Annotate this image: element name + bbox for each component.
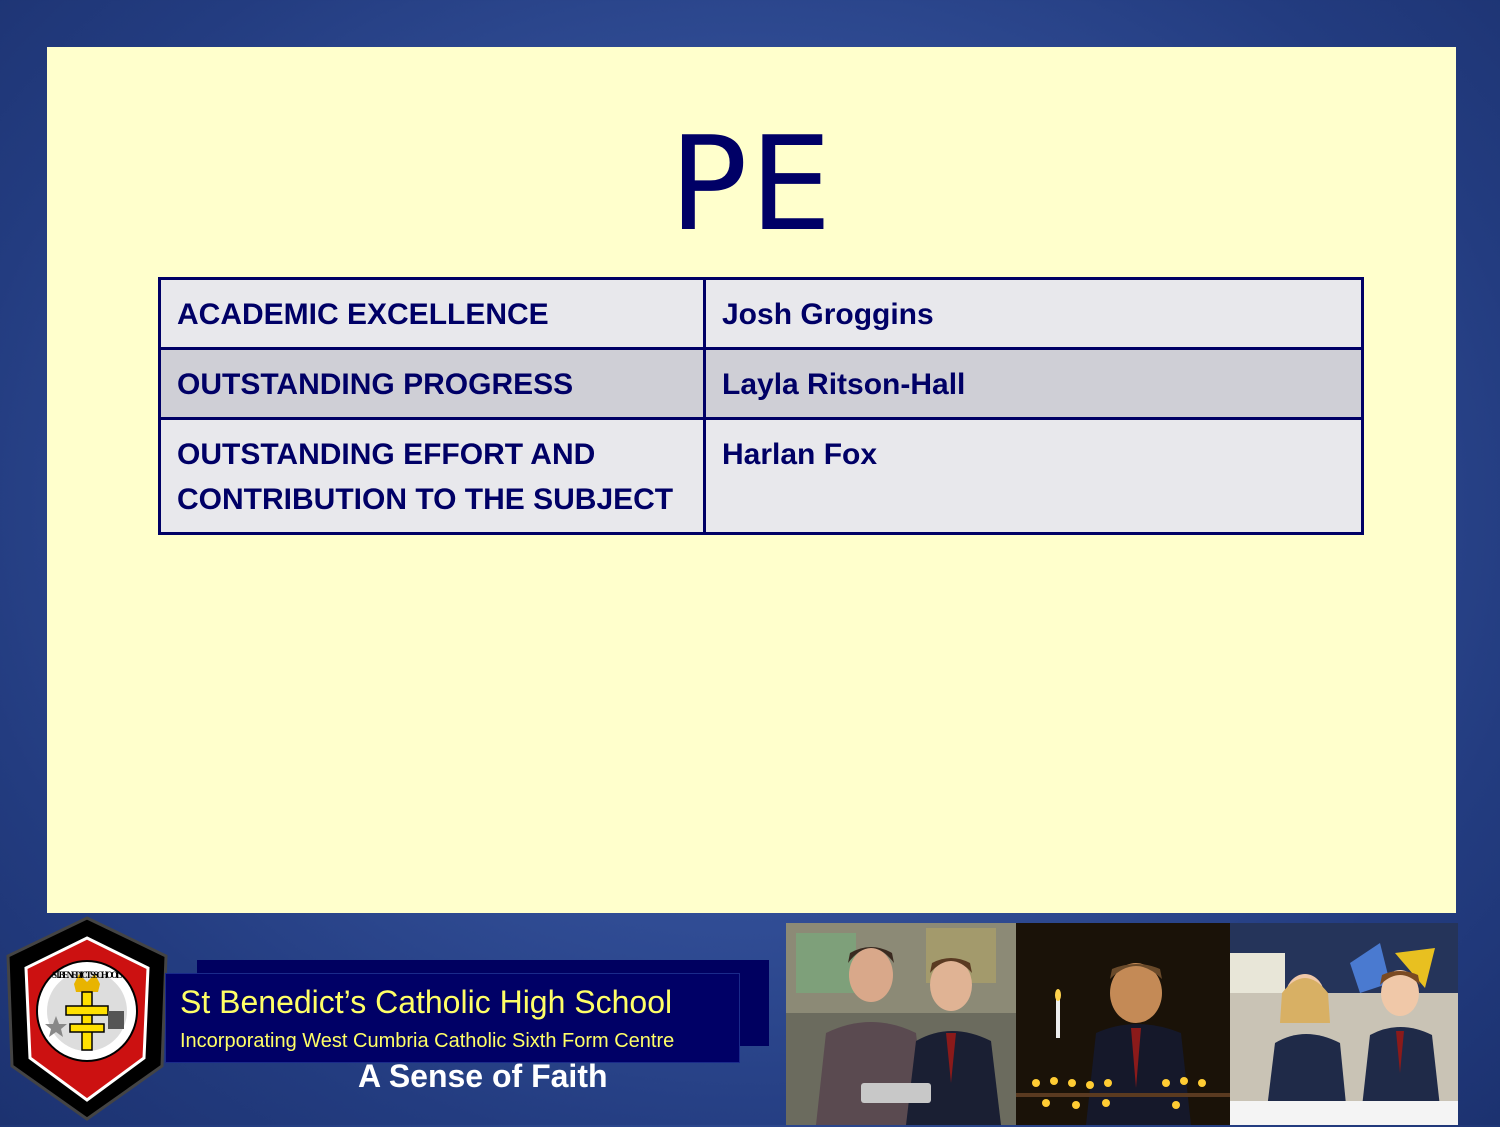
school-crest-logo <box>4 916 170 1122</box>
award-recipient: Layla Ritson-Hall <box>705 349 1363 419</box>
candles-photo <box>1016 923 1230 1125</box>
logo-text: ST. BENEDICT'S SCHOOL <box>52 970 122 980</box>
school-subtitle: Incorporating West Cumbria Catholic Sixth Form Centre <box>180 1030 675 1052</box>
classroom-photo <box>1230 923 1458 1125</box>
award-category: ACADEMIC EXCELLENCE <box>160 279 705 349</box>
slide-panel <box>47 47 1456 913</box>
table-row <box>160 279 1363 349</box>
table-row <box>160 419 1363 534</box>
table-row <box>160 349 1363 419</box>
school-name: St Benedict’s Catholic High School <box>180 984 673 1020</box>
award-category: OUTSTANDING EFFORT AND CONTRIBUTION TO THE SUBJECT <box>160 419 705 534</box>
award-recipient: Harlan Fox <box>705 419 1363 534</box>
award-category: OUTSTANDING PROGRESS <box>160 349 705 419</box>
school-name-box <box>165 973 740 1063</box>
school-motto: A Sense of Faith <box>358 1058 608 1094</box>
slide-title: PE <box>669 108 834 260</box>
students-tablet-photo <box>786 923 1016 1125</box>
award-recipient: Josh Groggins <box>705 279 1363 349</box>
awards-table <box>158 277 1364 535</box>
